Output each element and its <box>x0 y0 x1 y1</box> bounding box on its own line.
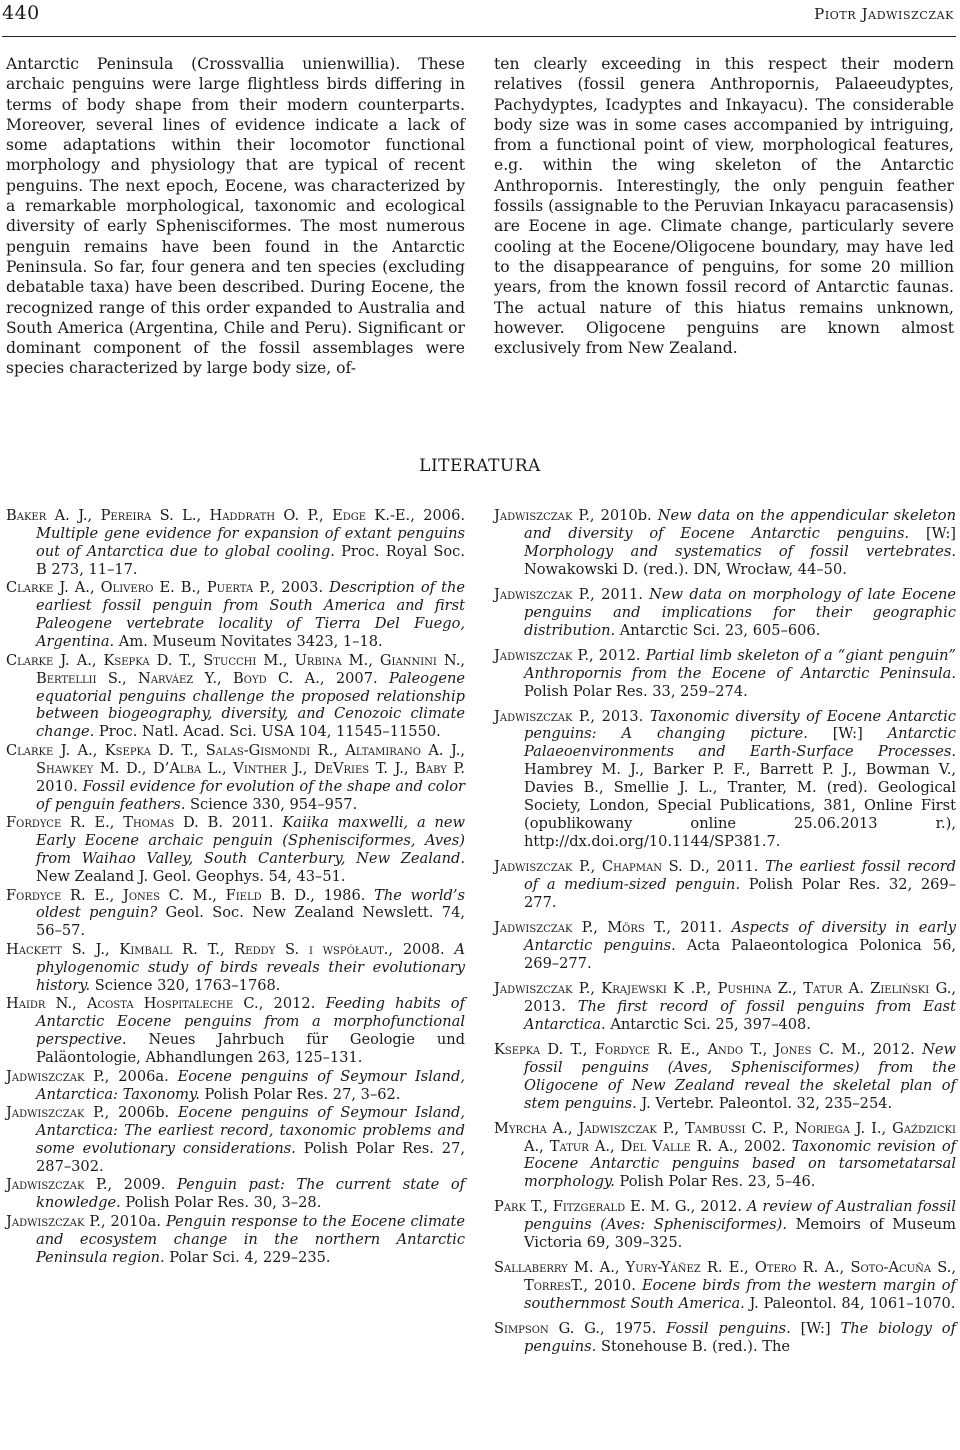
reference-year: 2010. <box>588 1277 642 1295</box>
reference-year: 2013. <box>595 707 650 725</box>
reference-entry <box>6 814 465 886</box>
reference-entry <box>6 742 465 814</box>
reference-entry <box>494 586 956 640</box>
reference-entry <box>494 708 956 852</box>
reference-authors: Jadwiszczak P., <box>494 507 595 524</box>
reference-authors: Jadwiszczak P., Chapman S. D., <box>494 858 710 876</box>
reference-year: 2009. <box>112 1176 177 1194</box>
reference-title: Description of the earliest fossil penguin from South America and first Paleogene vertebrate locality of Tierra Del Fuego, Argentina. <box>36 579 465 651</box>
reference-year: 2010b. <box>594 507 658 524</box>
reference-year: 2011. <box>709 858 766 876</box>
reference-authors: Clarke J. A., Ksepka D. T., Salas-Gismondi R., Altamirano A. J., Shawkey M. D., D’Alba L., Vinther J., DeVries T. J., Baby P. <box>6 741 465 777</box>
reference-source: Proc. Natl. Acad. Sci. USA 104, 11545–11550. <box>94 723 441 741</box>
reference-year: 2007. <box>324 669 390 687</box>
references-left-column <box>6 507 465 1267</box>
references-right-column <box>494 507 956 1356</box>
body-paragraph-left: Antarctic Peninsula (Crossvallia unienwillia). These archaic penguins were large flightless birds differing in terms of body shape from their modern counterparts. Moreover, several lines of evidence indicate a lack of some adaptations within their locomotor functional morphology and physiology that are typical of recent penguins. The next epoch, Eocene, was characterized by a remarkable morphological, taxonomic and ecological diversity of early Sphenisciformes. The most numerous penguin remains have been found in the Antarctic Peninsula. So far, four genera and ten species (excluding debatable taxa) have been described. During Eocene, the recognized range of this order expanded to Australia and South America (Argentina, Chile and Peru). Significant or dominant component of the fossil assemblages were species characterized by large body size, of- <box>6 55 465 378</box>
reference-authors: Jadwiszczak P., <box>494 707 596 725</box>
reference-title: Penguin response to the Eocene climate and ecosystem change in the northern Antarctic Peninsula region. <box>36 1212 465 1266</box>
reference-book-source: Hambrey M. J., Barker P. F., Barrett P. J., Bowman V., Davies B., Smellie J. L., Tranter, M. (red). Geological Society, London, Special Publications, 381, Online First (opublikowany online 25.06.2013 r.), http://dx.doi.org/10.1144/SP381.7. <box>524 761 956 851</box>
reference-year: 2002. <box>738 1137 792 1155</box>
reference-source: Acta Palaeontologica Polonica 56, 269–277. <box>524 936 956 972</box>
reference-year: 2012. <box>865 1040 923 1058</box>
reference-source: Geol. Soc. New Zealand Newslett. 74, 56–57. <box>36 904 465 940</box>
reference-year: 1975. <box>604 1320 667 1338</box>
reference-source: J. Paleontol. 84, 1061–1070. <box>744 1295 956 1313</box>
reference-entry <box>6 941 465 995</box>
reference-title: New data on the appendicular skeleton and diversity of Eocene Antarctic penguins. <box>524 507 956 542</box>
running-head-author: Piotr Jadwiszczak <box>814 5 954 23</box>
reference-year: 2003. <box>275 579 330 597</box>
reference-entry <box>494 980 956 1034</box>
reference-book-source: Nowakowski D. (red.). DN, Wrocław, 44–50. <box>524 560 847 578</box>
reference-source: Polar Sci. 4, 229–235. <box>164 1248 331 1266</box>
reference-source: Polish Polar Res. 32, 269–277. <box>524 876 957 912</box>
reference-source: Polish Polar Res. 33, 259–274. <box>524 682 748 700</box>
reference-title: Aspects of diversity in early Antarctic penguins. <box>524 919 957 954</box>
reference-authors: Jadwiszczak P., <box>6 1212 106 1230</box>
reference-source: Antarctic Sci. 25, 397–408. <box>605 1015 811 1033</box>
body-text-right-column <box>494 54 954 358</box>
reference-source: Polish Polar Res. 27, 3–62. <box>199 1085 401 1103</box>
reference-year: 2010. <box>36 777 83 795</box>
reference-authors: Fordyce R. E., Thomas D. B. <box>6 814 223 832</box>
reference-entry <box>6 1104 465 1176</box>
reference-year: 2006a. <box>109 1067 178 1085</box>
reference-authors: Sallaberry M. A., Yury-Yáñez R. E., Otero R. A., Soto-Acuña S., TorresT., <box>494 1259 956 1295</box>
reference-year: 2008. <box>393 940 455 958</box>
reference-source: Am. Museum Novitates 3423, 1–18. <box>114 633 383 651</box>
reference-entry <box>494 1259 956 1313</box>
reference-authors: Jadwiszczak P., <box>494 585 595 603</box>
reference-title: Fossil evidence for evolution of the shape and color of penguin feathers. <box>36 777 465 813</box>
reference-entry <box>494 507 956 579</box>
reference-year: 1986. <box>314 886 375 904</box>
body-paragraph-right: ten clearly exceeding in this respect their modern relatives (fossil genera Anthropornis, Palaeeudyptes, Pachydyptes, Icadyptes and Inkayacu). The considerable body size was in some cases accompanied by intriguing, from a functional point of view, morphological features, e.g. within the wing skeleton of the Antarctic Anthropornis. Interestingly, the only penguin feather fossils (assignable to the Peruvian Inkayacu paracasensis) are Eocene in age. Climate change, particularly severe cooling at the Eocene/Oligocene boundary, may have led to the disappearance of penguins, for some 20 million years, from the known fossil record of Antarctic faunas. The actual nature of this hiatus remains unknown, however. Oligocene penguins are known almost exclusively from New Zealand. <box>494 55 954 358</box>
reference-entry <box>494 1198 956 1252</box>
reference-authors: Myrcha A., Jadwiszczak P., Tambussi C. P., Noriega J. I., Gaździcki A., Tatur A., Del Valle R. A., <box>494 1119 956 1155</box>
reference-year: 2011. <box>670 919 732 937</box>
reference-entry <box>494 1120 956 1192</box>
reference-authors: Jadwiszczak P., Krajewski K .P., Pushina Z., Tatur A. Zieliński G., <box>494 979 956 997</box>
reference-title: Eocene penguins of Seymour Island, Antarctica: The earliest record, taxonomic problems and some evolutionary considerations. <box>36 1103 466 1157</box>
reference-source: Neues Jahrbuch für Geologie und Paläontologie, Abhandlungen 263, 125–131. <box>36 1031 465 1067</box>
reference-entry <box>6 995 465 1067</box>
reference-source: Polish Polar Res. 23, 5–46. <box>614 1173 816 1191</box>
reference-entry <box>6 579 465 651</box>
reference-title: Kaiika maxwelli, a new Early Eocene archaic penguin (Sphenisciformes, Aves) from Waihao Valley, South Canterbury, New Zealand. <box>36 814 465 868</box>
reference-source: Science 330, 954–957. <box>185 795 358 813</box>
reference-source: [W:] <box>790 1320 841 1338</box>
literature-heading: LITERATURA <box>419 456 541 476</box>
reference-entry <box>6 1213 465 1267</box>
reference-book-title: The biology of penguins. <box>524 1320 956 1356</box>
reference-authors: Haidr N., Acosta Hospitaleche C., <box>6 995 264 1013</box>
reference-source: [W:] <box>909 524 956 542</box>
reference-title: The earliest fossil record of a medium-sized penguin. <box>524 858 957 894</box>
reference-year: 2012. <box>263 995 326 1013</box>
reference-year: 2011. <box>222 814 283 832</box>
page-header <box>2 0 956 37</box>
reference-authors: Park T., Fitzgerald E. M. G., <box>494 1198 696 1216</box>
reference-authors: Jadwiszczak P., Mörs T., <box>494 919 671 937</box>
body-text-left-column <box>6 54 465 379</box>
reference-authors: Jadwiszczak P., <box>6 1176 113 1194</box>
page-number: 440 <box>2 2 40 24</box>
reference-year: 2012. <box>695 1198 747 1216</box>
reference-source: Polish Polar Res. 27, 287–302. <box>36 1139 465 1175</box>
reference-title: Eocene birds from the western margin of southernmost South America. <box>524 1277 956 1313</box>
reference-source: [W:] <box>807 725 888 743</box>
reference-entry <box>6 887 465 941</box>
reference-year: 2013. <box>524 997 578 1015</box>
reference-title: Fossil penguins. <box>666 1320 791 1338</box>
reference-source: New Zealand J. Geol. Geophys. 54, 43–51. <box>36 868 346 886</box>
reference-year: 2012. <box>593 646 646 664</box>
reference-title: Multiple gene evidence for expansion of extant penguins out of Antarctica due to global cooling. <box>36 524 465 560</box>
reference-authors: Baker A. J., Pereira S. L., Haddrath O. P., Edge K.-E., <box>6 507 415 524</box>
reference-title: New data on morphology of late Eocene penguins and implications for their geographic distribution. <box>524 585 956 639</box>
reference-source: J. Vertebr. Paleontol. 32, 235–254. <box>636 1094 893 1112</box>
reference-year: 2006b. <box>109 1103 178 1121</box>
reference-title: New fossil penguins (Aves, Sphenisciformes) from the Oligocene of New Zealand reveal the skeletal plan of stem penguins. <box>524 1040 956 1112</box>
reference-year: 2011. <box>594 585 650 603</box>
reference-entry <box>6 652 465 742</box>
reference-title: The first record of fossil penguins from East Antarctica. <box>524 997 956 1033</box>
reference-authors: Fordyce R. E., Jones C. M., Field B. D., <box>6 886 315 904</box>
reference-entry <box>494 858 956 912</box>
reference-entry <box>6 1068 465 1104</box>
reference-title: A review of Australian fossil penguins (Aves: Sphenisciformes). <box>524 1198 956 1234</box>
reference-authors: Jadwiszczak P., <box>6 1103 110 1121</box>
reference-year: 2010a. <box>105 1212 166 1230</box>
reference-title: A phylogenomic study of birds reveals their evolutionary history. <box>36 940 466 994</box>
reference-authors: Simpson G. G., <box>494 1320 605 1338</box>
reference-entry <box>6 1176 465 1212</box>
reference-title: Partial limb skeleton of a “giant penguin” Anthropornis from the Eocene of Antarctic Peninsula. <box>524 646 956 682</box>
reference-entry <box>494 919 956 973</box>
reference-entry <box>494 1320 956 1356</box>
reference-book-title: Morphology and systematics of fossil vertebrates. <box>524 542 956 560</box>
reference-title: The world’s oldest penguin? <box>36 886 465 922</box>
reference-book-title: Antarctic Palaeoenvironments and Earth-Surface Processes. <box>524 725 956 761</box>
reference-source: Antarctic Sci. 23, 605–606. <box>615 621 821 639</box>
reference-source: Memoirs of Museum Victoria 69, 309–325. <box>524 1216 956 1252</box>
reference-authors: Jadwiszczak P., <box>494 646 594 664</box>
reference-authors: Clarke J. A., Ksepka D. T., Stucchi M., Urbina M., Giannini N., Bertellii S., Narváez Y., Boyd C. A., <box>6 651 465 687</box>
reference-title: Taxonomic diversity of Eocene Antarctic penguins: A changing picture. <box>524 707 957 743</box>
reference-year: 2006. <box>414 507 465 524</box>
reference-authors: Hackett S. J., Kimball R. T., Reddy S. i współaut., <box>6 940 394 958</box>
reference-authors: Clarke J. A., Olivero E. B., Puerta P., <box>6 579 276 597</box>
reference-source: Polish Polar Res. 30, 3–28. <box>120 1194 322 1212</box>
reference-title: Eocene penguins of Seymour Island, Antarctica: Taxonomy. <box>36 1067 466 1103</box>
reference-title: Taxonomic revision of Eocene Antarctic penguins based on tarsometatarsal morphology. <box>524 1137 957 1191</box>
reference-source: Science 320, 1763–1768. <box>90 976 281 994</box>
reference-entry <box>6 507 465 579</box>
reference-authors: Jadwiszczak P., <box>6 1067 110 1085</box>
reference-title: Penguin past: The current state of knowledge. <box>36 1176 466 1212</box>
reference-source: Proc. Royal Soc. B 273, 11–17. <box>36 542 465 578</box>
reference-entry <box>494 647 956 701</box>
reference-entry <box>494 1041 956 1113</box>
reference-title: Feeding habits of Antarctic Eocene penguins from a morphofunctional perspective. <box>36 995 465 1049</box>
reference-title: Paleogene equatorial penguins challenge the proposed relationship between biogeography, diversity, and Cenozoic climate change. <box>36 669 465 741</box>
reference-book-source: Stonehouse B. (red.). The <box>596 1338 791 1356</box>
reference-authors: Ksepka D. T., Fordyce R. E., Ando T., Jones C. M., <box>494 1040 866 1058</box>
